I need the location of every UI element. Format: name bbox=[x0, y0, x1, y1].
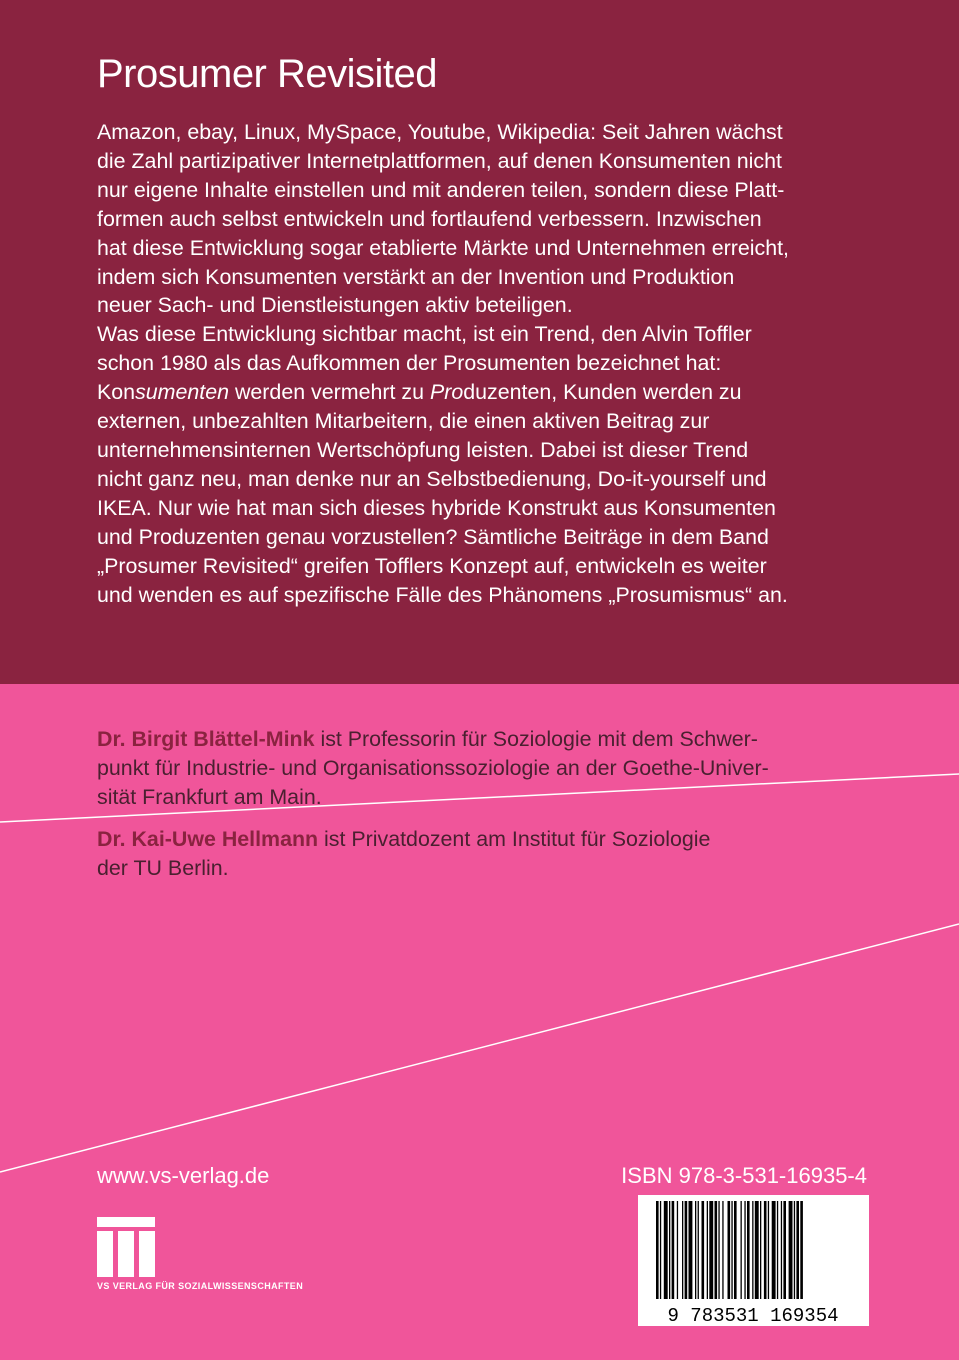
text-fragment: duzenten, Kunden werden zu bbox=[463, 380, 742, 405]
barcode-bar bbox=[689, 1201, 693, 1299]
barcode-bar bbox=[789, 1201, 793, 1299]
barcode-bar bbox=[781, 1201, 782, 1299]
barcode-number: 9 783531 169354 bbox=[667, 1305, 839, 1326]
barcode-bar bbox=[660, 1201, 661, 1299]
description-line: Was diese Entwicklung sichtbar macht, ist ein Trend, den Alvin Toffler bbox=[97, 322, 752, 347]
publisher-logo-icon bbox=[97, 1217, 157, 1279]
barcode-bar bbox=[747, 1201, 750, 1299]
barcode-bar bbox=[677, 1201, 678, 1299]
barcode-bar bbox=[728, 1201, 731, 1299]
italic-fragment: Pro bbox=[429, 380, 464, 405]
bio-line bbox=[97, 725, 867, 754]
author-name: Dr. Kai-Uwe Hellmann bbox=[97, 827, 319, 851]
barcode-bar bbox=[741, 1201, 742, 1299]
barcode-bar bbox=[672, 1201, 675, 1299]
barcode-bar bbox=[731, 1201, 732, 1299]
text-fragment: werden vermehrt zu bbox=[229, 380, 430, 405]
barcode-bar bbox=[698, 1201, 699, 1299]
bio-text: ist Privatdozent am Institut für Soziologie bbox=[318, 827, 711, 851]
barcode-bar bbox=[755, 1201, 759, 1299]
barcode-bar bbox=[718, 1201, 719, 1299]
description-line: schon 1980 als das Aufkommen der Prosumenten bezeichnet hat: bbox=[97, 351, 722, 376]
description-line: und Produzenten genau vorzustellen? Sämtliche Beiträge in dem Band bbox=[97, 524, 769, 549]
barcode-bar bbox=[783, 1201, 786, 1299]
barcode-bar bbox=[772, 1201, 776, 1299]
barcode-bar bbox=[685, 1201, 688, 1299]
barcode-bar bbox=[744, 1201, 745, 1299]
author-panel bbox=[0, 684, 959, 1360]
barcode-bar bbox=[752, 1201, 753, 1299]
barcode bbox=[638, 1195, 869, 1326]
barcode-bar bbox=[760, 1201, 761, 1299]
description-line: unternehmensinternen Wertschöpfung leisten. Dabei ist dieser Trend bbox=[97, 437, 749, 462]
description-line: IKEA. Nur wie hat man sich dieses hybride Konstrukt aus Konsumenten bbox=[97, 495, 776, 520]
barcode-bar bbox=[734, 1201, 737, 1299]
description-line: nur eigene Inhalte einstellen und mit anderen teilen, sondern diese Platt- bbox=[97, 177, 785, 202]
barcode-bar bbox=[682, 1201, 683, 1299]
text-fragment: Kon bbox=[97, 380, 136, 405]
bio-line: sität Frankfurt am Main. bbox=[97, 785, 322, 809]
author-name: Dr. Birgit Blättel-Mink bbox=[97, 727, 315, 751]
description-line: Amazon, ebay, Linux, MySpace, Youtube, Wikipedia: Seit Jahren wächst bbox=[97, 120, 783, 144]
barcode-bar bbox=[656, 1201, 659, 1299]
description-line bbox=[97, 378, 872, 407]
bio-line: punkt für Industrie- und Organisationssoziologie an der Goethe-Univer- bbox=[97, 756, 769, 780]
bio-line: der TU Berlin. bbox=[97, 856, 229, 880]
author-bio bbox=[97, 725, 867, 812]
description-line: hat diese Entwicklung sogar etablierte Märkte und Unternehmen erreicht, bbox=[97, 235, 789, 260]
description-line: die Zahl partizipativer Internetplattformen, auf denen Konsumenten nicht bbox=[97, 148, 782, 173]
description-line: nicht ganz neu, man denke nur an Selbstbedienung, Do-it-yourself und bbox=[97, 466, 767, 491]
barcode-bar bbox=[695, 1201, 696, 1299]
barcode-bar bbox=[707, 1201, 708, 1299]
barcode-bar bbox=[764, 1201, 767, 1299]
decorative-line bbox=[0, 924, 959, 1172]
publisher-url: www.vs-verlag.de bbox=[97, 1163, 270, 1188]
description-line: formen auch selbst entwickeln und fortlaufend verbessern. Inzwischen bbox=[97, 206, 762, 231]
publisher-name: VS VERLAG FÜR SOZIALWISSENSCHAFTEN bbox=[97, 1281, 304, 1291]
barcode-bar bbox=[796, 1201, 799, 1299]
description-line: „Prosumer Revisited“ greifen Tofflers Konzept auf, entwickeln es weiter bbox=[97, 553, 767, 578]
barcode-bar bbox=[664, 1201, 668, 1299]
book-title: Prosumer Revisited bbox=[97, 52, 438, 96]
bio-line bbox=[97, 825, 867, 854]
barcode-bar bbox=[702, 1201, 705, 1299]
barcode-bar bbox=[800, 1201, 803, 1299]
isbn-label: ISBN 978-3-531-16935-4 bbox=[621, 1163, 867, 1188]
barcode-graphic bbox=[638, 1195, 869, 1326]
barcode-bar bbox=[709, 1201, 713, 1299]
bio-text: ist Professorin für Soziologie mit dem Schwer- bbox=[314, 727, 758, 751]
author-bio bbox=[97, 825, 867, 883]
description-line: indem sich Konsumenten verstärkt an der Invention und Produktion bbox=[97, 264, 735, 289]
description-line: und wenden es auf spezifische Fälle des Phänomens „Prosumismus“ an. bbox=[97, 582, 788, 607]
barcode-bar bbox=[715, 1201, 718, 1299]
barcode-bar bbox=[669, 1201, 670, 1299]
description-line: neuer Sach- und Dienstleistungen aktiv beteiligen. bbox=[97, 293, 573, 318]
book-description bbox=[97, 118, 872, 609]
barcode-bar bbox=[722, 1201, 723, 1299]
description-line: externen, unbezahlten Mitarbeitern, die einen aktiven Beitrag zur bbox=[97, 409, 710, 434]
barcode-bar bbox=[768, 1201, 769, 1299]
barcode-bar bbox=[794, 1201, 795, 1299]
italic-fragment: sumenten bbox=[135, 380, 230, 405]
barcode-bar bbox=[777, 1201, 778, 1299]
